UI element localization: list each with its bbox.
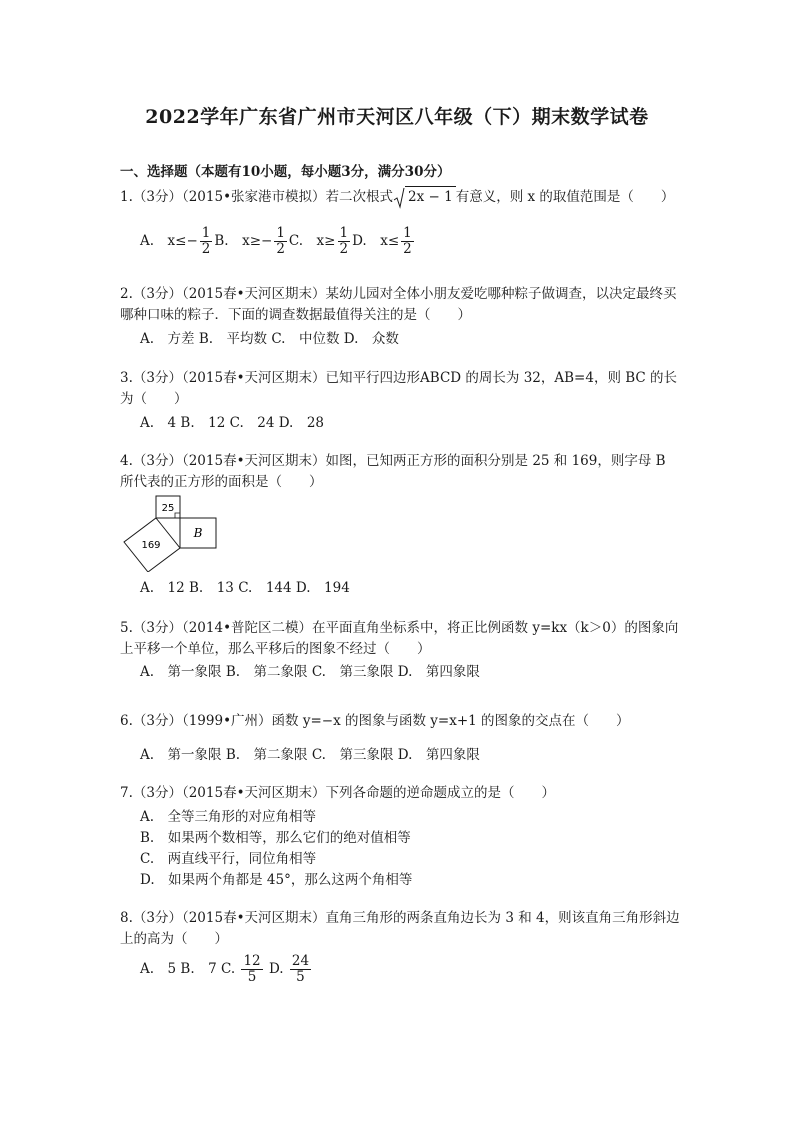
question-4-options: A. 12 B. 13 C. 144 D. 194 (140, 580, 350, 596)
q1-option-d: D. x≤ (352, 233, 400, 249)
question-3: 3.（3分）（2015春•天河区期末）已知平行四边形ABCD 的周长为 32，AB=4，则 BC 的长为（ ） (120, 370, 678, 407)
q7-option-d: D. 如果两个角都是 45°，那么这两个角相等 (140, 872, 413, 888)
q8-option-ab: A. 5 B. 7 C. (140, 961, 236, 977)
right-angle-mark (175, 513, 180, 518)
q1-option-a: A. x≤− (140, 233, 198, 249)
sqrt-expression (393, 186, 456, 209)
squares-figure (118, 490, 228, 572)
q1-option-c: C. x≥ (288, 233, 336, 249)
question-1 (120, 186, 680, 209)
question-1-text-post: 有意义，则 x 的取值范围是（ ） (455, 188, 675, 205)
q1-option-b: B. x≥− (214, 233, 273, 249)
question-7: 7.（3分）（2015春•天河区期末）下列各命题的逆命题成立的是（ ） (120, 785, 556, 801)
question-2-options: A. 方差 B. 平均数 C. 中位数 D. 众数 (140, 331, 399, 347)
q7-option-b: B. 如果两个数相等，那么它们的绝对值相等 (140, 830, 411, 846)
question-1-text-pre: 1.（3分）（2015•张家港市模拟）若二次根式 (120, 188, 394, 205)
question-5: 5.（3分）（2014•普陀区二模）在平面直角坐标系中，将正比例函数 y=kx（k＞0）的图象向上平移一个单位，那么平移后的图象不经过（ ） (120, 620, 679, 657)
fraction: $\frac{24}{5}$ (291, 953, 310, 985)
label-b: B (193, 526, 203, 540)
fraction: $\frac{12}{5}$ (243, 953, 261, 985)
question-8: 8.（3分）（2015春•天河区期末）直角三角形的两条直角边长为 3 和 4，则该直角三角形斜边上的高为（ ） (120, 910, 680, 947)
label-169: 169 (141, 540, 161, 551)
question-4: 4.（3分）（2015春•天河区期末）如图，已知两正方形的面积分别是 25 和 169，则字母 B 所代表的正方形的面积是（ ） (120, 453, 666, 490)
question-3-options: A. 4 B. 12 C. 24 D. 28 (140, 415, 325, 431)
question-8-options (140, 954, 313, 985)
fraction: $\frac{1}{2}$ (403, 225, 412, 257)
sqrt-radicand: 2x − 1 (405, 186, 456, 208)
label-25: 25 (161, 503, 175, 514)
fraction: $\frac{1}{2}$ (339, 225, 349, 257)
fraction: $\frac{1}{2}$ (201, 225, 211, 257)
question-6: 6.（3分）（1999•广州）函数 y=−x 的图象与函数 y=x+1 的图象的交点在（ ） (120, 713, 630, 729)
q7-option-c: C. 两直线平行，同位角相等 (140, 851, 317, 867)
page-title: 2022学年广东省广州市天河区八年级（下）期末数学试卷 (145, 106, 649, 128)
question-2: 2.（3分）（2015春•天河区期末）某幼儿园对全体小朋友爱吃哪种粽子做调查，以决定最终买哪种口味的粽子．下面的调查数据最值得关注的是（ ） (120, 286, 677, 323)
section-heading: 一、选择题（本题有10小题，每小题3分，满分30分） (120, 164, 451, 180)
question-1-options (140, 226, 416, 257)
fraction: $\frac{1}{2}$ (276, 225, 285, 257)
question-5-options: A. 第一象限 B. 第二象限 C. 第三象限 D. 第四象限 (140, 664, 480, 680)
q7-option-a: A. 全等三角形的对应角相等 (140, 809, 317, 825)
question-6-options: A. 第一象限 B. 第二象限 C. 第三象限 D. 第四象限 (140, 747, 480, 763)
q8-option-d: D. (268, 961, 284, 977)
